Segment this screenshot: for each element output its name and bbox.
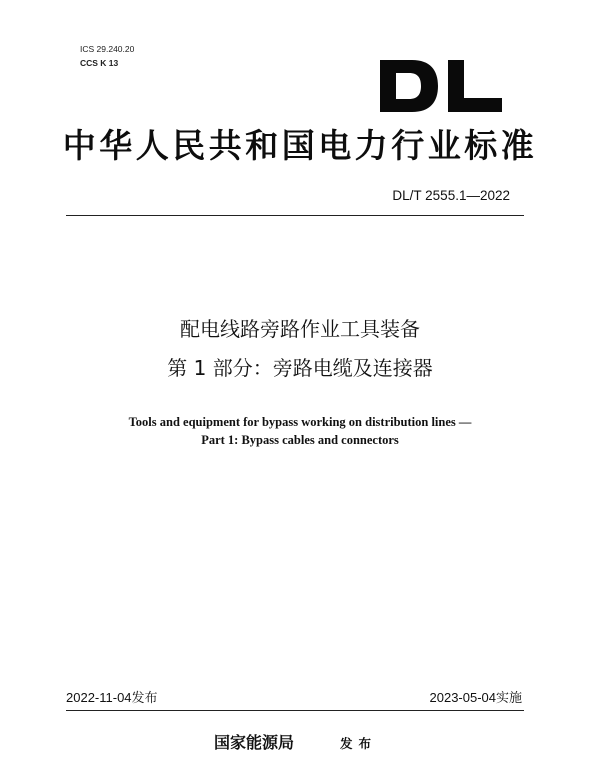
header-divider [66,215,524,216]
ccs-code: CCS K 13 [80,58,119,68]
chinese-title-line-1: 配电线路旁路作业工具装备 [180,317,420,341]
dl-logo [378,58,504,114]
english-title-line-2: Part 1: Bypass cables and connectors [201,433,399,447]
ics-code: ICS 29.240.20 [80,44,135,54]
standard-number: DL/T 2555.1—2022 [392,188,510,203]
publish-label: 发布 [340,736,378,751]
implementation-date: 2023-05-04实施 [429,690,522,705]
english-title-line-1: Tools and equipment for bypass working on distribution lines — [128,415,472,429]
footer-divider [66,710,524,711]
chinese-title-line-2: 第 1 部分：旁路电缆及连接器 [167,356,433,380]
industry-standard-title: 中华人民共和国电力行业标准 [62,126,538,165]
dl-logo-mark [378,58,504,114]
publisher-name: 国家能源局 [214,733,295,752]
issue-date: 2022-11-04发布 [66,690,158,705]
